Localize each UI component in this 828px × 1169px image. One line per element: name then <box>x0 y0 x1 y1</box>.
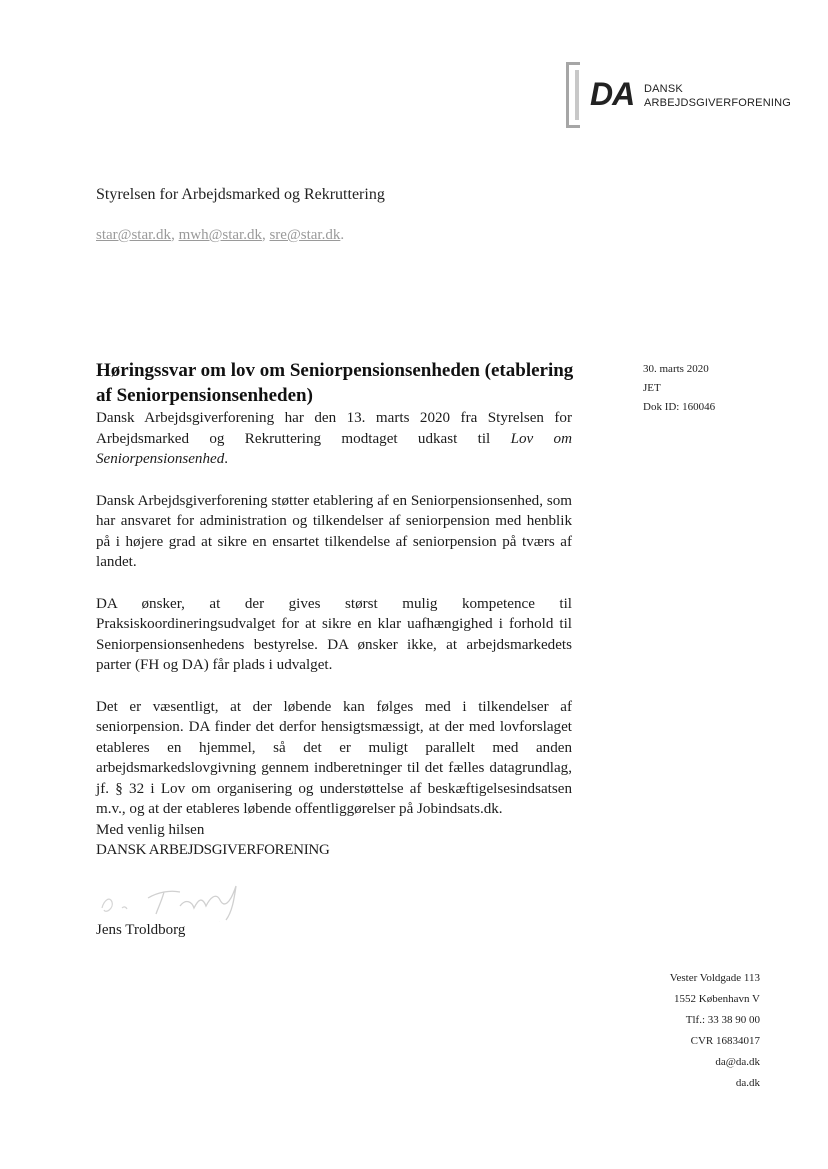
logo-bracket-accent <box>575 70 579 120</box>
letter-date: 30. marts 2020 <box>643 363 709 375</box>
document-id: Dok ID: 160046 <box>643 401 716 413</box>
logo-name-line-2: ARBEJDSGIVERFORENING <box>644 97 792 109</box>
recipient-emails: star@star.dk, mwh@star.dk, sre@star.dk. <box>96 227 345 243</box>
address-website: da.dk <box>735 1077 760 1089</box>
address-street: Vester Voldgade 113 <box>669 972 760 984</box>
address-city: 1552 København V <box>674 993 760 1005</box>
address-cvr: CVR 16834017 <box>690 1035 760 1047</box>
logo-name <box>644 82 791 110</box>
law-title: Lov om Seniorpensionsenhed <box>96 430 572 467</box>
closing <box>96 820 329 860</box>
recipient: Styrelsen for Arbejdsmarked og Rekruttering <box>96 186 385 203</box>
body-paragraph-1 <box>96 408 572 470</box>
da-logo <box>566 62 792 130</box>
letter-initials: JET <box>643 382 661 394</box>
email-link-mwh[interactable]: mwh@star.dk <box>178 227 262 243</box>
body-paragraph-4: Det er væsentligt, at der løbende kan følges med i tilkendelser af seniorpension. DA finder det derfor hensigtsmæssigt, at der med lovforslaget etableres en hjemmel, så det er muligt parallelt med anden arbejdsmarkedslovgivning gennem indberetninger til det fælles datagrundlag, jf. § 32 i Lov om organisering og understøttelse af beskæftigelsesindsatsen m.v., og at der etableres løbende offentliggørelser på Jobindsats.dk. <box>96 698 572 817</box>
logo-mark: DA <box>590 76 635 112</box>
paragraph-1-end: . <box>224 451 229 467</box>
handwritten-signature <box>96 878 256 922</box>
paragraph-1-text: Dansk Arbejdsgiverforening har den 13. marts 2020 fra Styrelsen for Arbejdsmarked og Rekruttering modtaget udkast til <box>96 410 572 447</box>
sender-organization: DANSK ARBEJDSGIVERFORENING <box>96 842 330 858</box>
address-phone: Tlf.: 33 38 90 00 <box>685 1014 760 1026</box>
greeting: Med venlig hilsen <box>96 822 205 838</box>
signer-name: Jens Troldborg <box>96 922 186 938</box>
sender-address <box>670 968 760 1094</box>
email-link-star[interactable]: star@star.dk <box>96 227 172 243</box>
logo-name-line-1: DANSK <box>644 83 683 95</box>
body-paragraph-2: Dansk Arbejdsgiverforening støtter etablering af en Seniorpensionsenhed, som har ansvaret for administration og tilkendelser af seniorpension med henblik på i højere grad at sikre en ensartet tilkendelse af seniorpension på tværs af landet. <box>96 492 572 570</box>
email-link-sre[interactable]: sre@star.dk <box>269 227 341 243</box>
letter-meta <box>643 360 715 417</box>
letter-title: Høringssvar om lov om Seniorpensionsenheden (etablering af Seniorpensionsenheden) <box>96 360 574 406</box>
address-email: da@da.dk <box>715 1056 760 1068</box>
letter-body <box>96 408 572 820</box>
body-paragraph-3: DA ønsker, at der gives størst mulig kompetence til Praksiskoordineringsudvalget for at sikre en klar uafhængighed i forhold til Seniorpensionsenhedens bestyrelse. DA ønsker ikke, at arbejdsmarkedets parter (FH og DA) får plads i udvalget. <box>96 595 572 673</box>
